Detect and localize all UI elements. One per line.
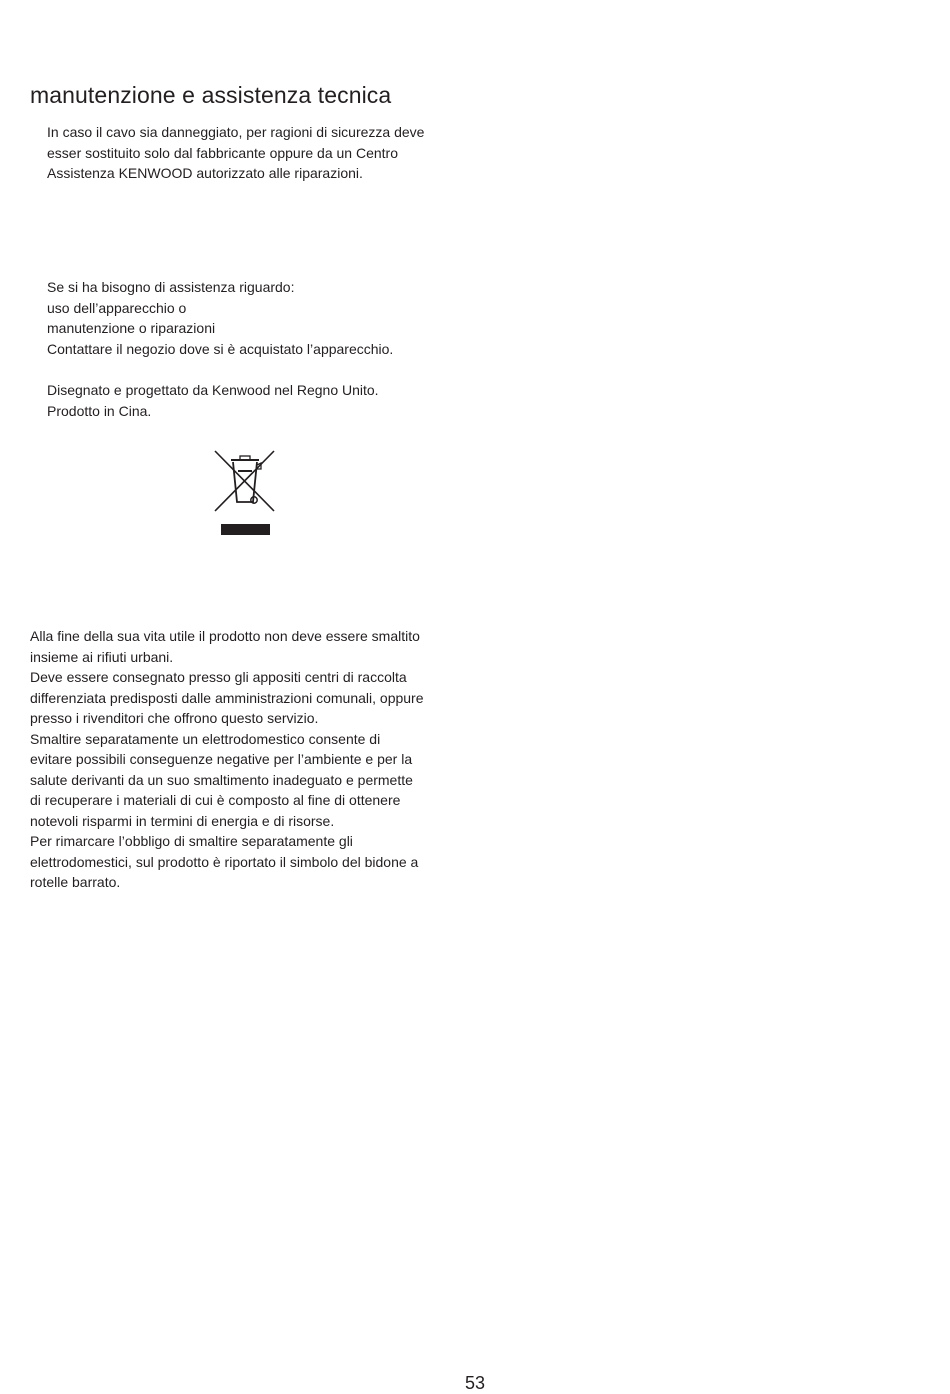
disposal-paragraph: [30, 626, 470, 893]
text-line: Assistenza KENWOOD autorizzato alle riparazioni.: [47, 165, 363, 181]
origin-paragraph: [47, 380, 467, 421]
text-line: notevoli risparmi in termini di energia e di risorse.: [30, 812, 335, 829]
text-line: Disegnato e progettato da Kenwood nel Regno Unito.: [47, 382, 379, 398]
text-line: Alla fine della sua vita utile il prodotto non deve essere smaltito: [30, 628, 420, 644]
text-line: Smaltire separatamente un elettrodomestico consente di: [30, 730, 381, 747]
text-line: salute derivanti da un suo smaltimento inadeguato e permette: [30, 771, 413, 788]
text-line: uso dell’apparecchio o: [47, 299, 187, 316]
text-line: elettrodomestici, sul prodotto è riportato il simbolo del bidone a: [30, 853, 419, 870]
text-line: In caso il cavo sia danneggiato, per ragioni di sicurezza deve: [47, 124, 425, 140]
text-line: differenziata predisposti dalle amministrazioni comunali, oppure: [30, 689, 424, 706]
crossed-out-wheeled-bin-icon: [212, 449, 278, 537]
page-number: 53: [464, 1373, 486, 1393]
text-line: Contattare il negozio dove si è acquistato l’apparecchio.: [47, 340, 394, 357]
text-line: insieme ai rifiuti urbani.: [30, 648, 174, 665]
text-line: manutenzione o riparazioni: [47, 320, 216, 336]
text-line: presso i rivenditori che offrono questo servizio.: [30, 710, 319, 726]
text-line: Prodotto in Cina.: [47, 402, 152, 419]
text-line: di recuperare i materiali di cui è composto al fine di ottenere: [30, 792, 401, 808]
text-line: Deve essere consegnato presso gli appositi centri di raccolta: [30, 669, 407, 685]
text-line: Per rimarcare l’obbligo di smaltire separatamente gli: [30, 833, 353, 849]
page-title: manutenzione e assistenza tecnica: [30, 82, 392, 108]
assistance-paragraph: [47, 277, 467, 359]
cable-safety-paragraph: [47, 122, 467, 184]
text-line: Se si ha bisogno di assistenza riguardo:: [47, 279, 295, 295]
text-line: esser sostituito solo dal fabbricante oppure da un Centro: [47, 144, 398, 161]
text-line: rotelle barrato.: [30, 874, 121, 890]
text-line: evitare possibili conseguenze negative per l’ambiente e per la: [30, 751, 413, 767]
